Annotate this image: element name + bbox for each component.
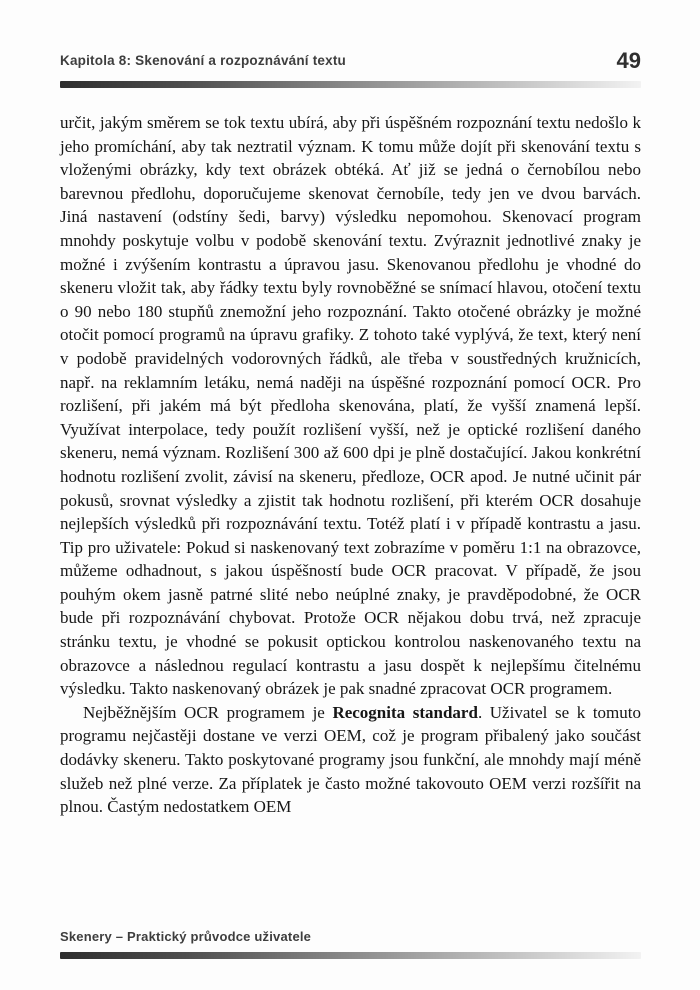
page-footer (60, 929, 641, 959)
page-header (60, 50, 641, 88)
page-number: 49 (616, 48, 641, 73)
paragraph-text-before-bold: Nejběžnějším OCR programem je (83, 702, 333, 722)
page-body (60, 111, 641, 819)
paragraph-text-after-bold: . Uživatel se k tomuto programu nejčastěji dostane ve verzi OEM, což je program přibalený jako součást dodávky skeneru. Takto poskytované programy jsou funkční, ale mnohdy mají méně služeb než plné verze. Za příplatek je často možné takovouto OEM verzi rozšířit na plnou. Častým nedostatkem OEM (60, 702, 641, 817)
paragraph-recognita-oem (60, 701, 641, 819)
chapter-title: Kapitola 8: Skenování a rozpoznávání textu (60, 53, 346, 68)
paragraph-ocr-scanning-tips: určit, jakým směrem se tok textu ubírá, aby při úspěšném rozpoznání textu nedošlo k jeho promíchání, aby tak neztratil význam. K tomu může dojít při skenování textu s vloženými obrázky, kdy text obrázek obtéká. Ať již se jedná o černobílou nebo barevnou předlohu, doporučujeme skenovat černobíle, tedy jen ve dvou barvách. Jiná nastavení (odstíny šedi, barvy) výsledku nepomohou. Skenovací program mnohdy poskytuje volbu v podobě skenování textu. Zvýraznit jednotlivé znaky je možné i zvýšením kontrastu a úpravou jasu. Skenovanou předlohu je vhodné do skeneru vložit tak, aby řádky textu byly rovnoběžné se snímací hlavou, otočení textu o 90 nebo 180 stupňů znemožní jeho rozpoznání. Takto otočené obrázky je možné otočit pomocí programů na úpravu grafiky. Z tohoto také vyplývá, že text, který není v podobě pravidelných vodorovných řádků, ale třeba v soustředných kružnicích, např. na reklamním letáku, nemá naději na úspěšné rozpoznání pomocí OCR. Pro rozlišení, při jakém má být předloha skenována, platí, že vyšší znamená lepší. Využívat interpolace, tedy použít rozlišení vyšší, než je optické rozlišení daného skeneru, nemá význam. Rozlišení 300 až 600 dpi je plně dostačující. Jakou konkrétní hodnotu rozlišení zvolit, závisí na skeneru, předloze, OCR apod. Je nutné učinit pár pokusů, srovnat výsledky a zjistit tak hodnotu rozlišení, při kterém OCR dosahuje nejlepších výsledků při rozpoznávání textu. Totéž platí i v případě kontrastu a jasu. Tip pro uživatele: Pokud si naskenovaný text zobrazíme v poměru 1:1 na obrazovce, můžeme odhadnout, s jakou úspěšností bude OCR pracovat. V případě, že jsou pouhým okem jasně patrné slité nebo neúplné znaky, je pravděpodobné, že OCR bude při rozpoznávání chybovat. Protože OCR nějakou dobu trvá, než zpracuje stránku textu, je vhodné se pokusit optickou kontrolou naskenovaného textu na obrazovce a následnou regulací kontrastu a jasu dospět k nejlepšímu čitelnému výsledku. Takto naskenovaný obrázek je pak snadné zpracovat OCR programem. (60, 113, 641, 699)
header-row (60, 50, 641, 72)
footer-divider-bar (60, 952, 641, 959)
book-title: Skenery – Praktický průvodce uživatele (60, 929, 312, 944)
header-divider-bar (60, 81, 641, 88)
bold-program-name: Recognita standard (332, 702, 478, 722)
